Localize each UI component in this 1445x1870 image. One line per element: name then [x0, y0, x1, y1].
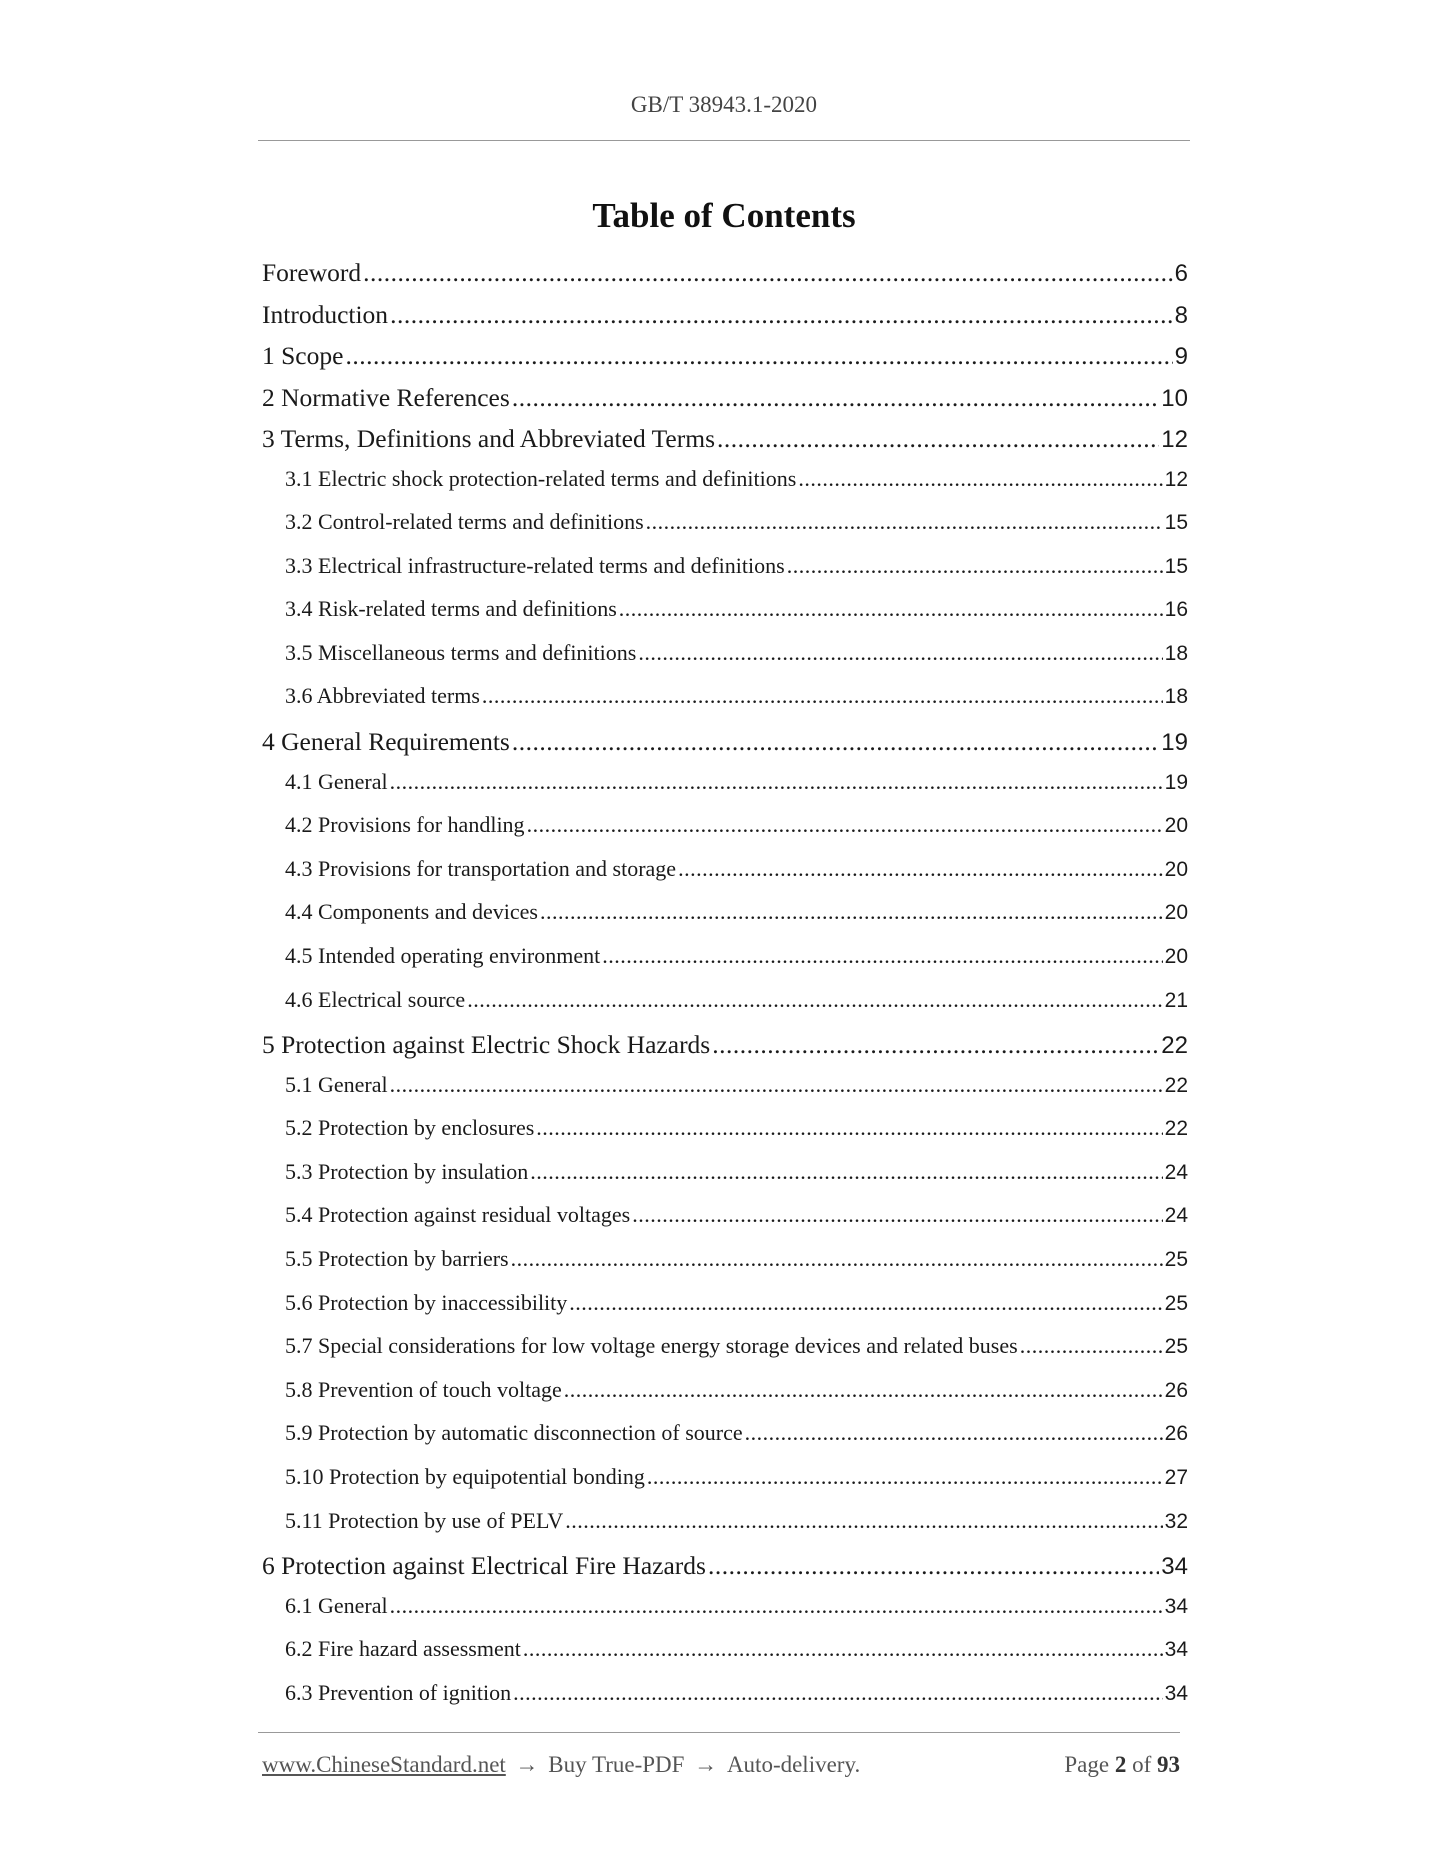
toc-entry[interactable]: [262, 1030, 1188, 1072]
toc-entry-label: Foreword: [262, 258, 362, 287]
dot-leader: [467, 987, 1162, 1013]
toc-entry[interactable]: [262, 300, 1188, 342]
of-word: of: [1132, 1752, 1152, 1777]
toc-entry-label: 4.2 Provisions for handling: [285, 812, 525, 838]
toc-entry-page: 32: [1164, 1509, 1188, 1533]
toc-entry-label: 5.3 Protection by insulation: [285, 1158, 529, 1184]
toc-entry-label: 5.10 Protection by equipotential bonding: [285, 1463, 645, 1489]
toc-entry[interactable]: [262, 1333, 1188, 1377]
toc-entry[interactable]: [262, 769, 1188, 813]
toc-entry-page: 19: [1164, 770, 1188, 794]
toc-entry-page: 25: [1164, 1248, 1188, 1271]
auto-delivery-text: Auto-delivery.: [726, 1752, 861, 1777]
toc-entry-page: 6: [1174, 260, 1188, 287]
buy-pdf-text: Buy True-PDF: [548, 1752, 685, 1777]
toc-entry-page: 20: [1164, 944, 1188, 968]
toc-entry-page: 24: [1164, 1160, 1188, 1184]
dot-leader: [512, 383, 1159, 413]
toc-entry-page: 25: [1164, 1335, 1188, 1359]
toc-entry-label: 5.11 Protection by use of PELV: [285, 1507, 564, 1533]
dot-leader: [390, 769, 1163, 795]
toc-entry-page: 20: [1164, 901, 1188, 925]
dot-leader: [647, 1464, 1163, 1490]
toc-entry-label: 5.5 Protection by barriers: [285, 1246, 509, 1271]
dot-leader: [564, 1377, 1163, 1403]
dot-leader: [787, 553, 1163, 579]
toc-entry[interactable]: [262, 943, 1188, 987]
toc-entry-page: 34: [1164, 1594, 1188, 1618]
total-pages-number: 93: [1157, 1752, 1180, 1777]
toc-entry-page: 10: [1161, 384, 1188, 412]
toc-entry-label: 4.4 Components and devices: [285, 899, 538, 925]
toc-entry-label: 3.2 Control-related terms and definitions: [285, 509, 644, 535]
toc-entry[interactable]: [262, 466, 1188, 510]
page-indicator: [1064, 1752, 1180, 1778]
toc-entry[interactable]: [262, 1464, 1188, 1508]
dot-leader: [390, 1593, 1163, 1619]
arrow-icon: →: [515, 1752, 539, 1777]
toc-entry[interactable]: [262, 596, 1188, 640]
page-word: Page: [1064, 1752, 1110, 1777]
toc-entry[interactable]: [262, 899, 1188, 943]
toc-entry[interactable]: [262, 1202, 1188, 1246]
footer-divider: [258, 1732, 1180, 1733]
toc-entry[interactable]: [262, 1680, 1188, 1724]
toc-entry[interactable]: [262, 812, 1188, 856]
toc-list: [262, 258, 1188, 1723]
dot-leader: [638, 640, 1162, 666]
dot-leader: [1020, 1333, 1163, 1359]
toc-entry[interactable]: [262, 1593, 1188, 1637]
header-divider: [258, 140, 1190, 141]
toc-entry-label: 6 Protection against Electrical Fire Hazards: [262, 1551, 706, 1581]
current-page-number: 2: [1114, 1752, 1127, 1777]
dot-leader: [619, 596, 1163, 622]
toc-entry[interactable]: [262, 1290, 1188, 1334]
toc-entry-page: 15: [1164, 554, 1188, 578]
toc-entry-label: 2 Normative References: [262, 382, 510, 412]
toc-entry-page: 9: [1174, 343, 1188, 370]
toc-entry[interactable]: [262, 1246, 1188, 1290]
toc-entry-page: 24: [1164, 1204, 1188, 1228]
toc-entry[interactable]: [262, 640, 1188, 684]
toc-entry-label: 5.9 Protection by automatic disconnection of source: [285, 1420, 743, 1446]
dot-leader: [345, 341, 1172, 371]
toc-entry-page: 25: [1164, 1291, 1188, 1315]
toc-entry-page: 34: [1164, 1638, 1188, 1662]
toc-entry-page: 27: [1164, 1465, 1188, 1489]
toc-entry-page: 16: [1164, 598, 1188, 622]
toc-entry-label: 5.7 Special considerations for low voltage energy storage devices and related buses: [285, 1333, 1018, 1359]
toc-entry-label: 6.2 Fire hazard assessment: [285, 1636, 521, 1662]
site-link[interactable]: www.ChineseStandard.net: [262, 1752, 506, 1777]
dot-leader: [536, 1115, 1162, 1141]
dot-leader: [363, 258, 1172, 288]
toc-title: Table of Contents: [592, 196, 856, 235]
toc-entry-page: 15: [1164, 511, 1188, 535]
toc-entry[interactable]: [262, 509, 1188, 553]
toc-entry[interactable]: [262, 987, 1188, 1031]
dot-leader: [745, 1420, 1163, 1446]
toc-entry[interactable]: [262, 553, 1188, 597]
toc-entry[interactable]: [262, 1636, 1188, 1680]
toc-entry-page: 18: [1164, 641, 1188, 665]
dot-leader: [512, 727, 1159, 757]
toc-entry-page: 22: [1164, 1117, 1188, 1141]
toc-entry-label: 5.1 General: [285, 1071, 388, 1097]
dot-leader: [632, 1202, 1162, 1228]
toc-entry-page: 12: [1161, 426, 1188, 453]
toc-entry-label: 3.6 Abbreviated terms: [285, 683, 480, 709]
toc-entry-label: 4.6 Electrical source: [285, 986, 466, 1012]
toc-entry[interactable]: [262, 1115, 1188, 1159]
toc-entry[interactable]: [262, 683, 1188, 727]
dot-leader: [565, 1508, 1162, 1534]
page-footer: [262, 1752, 1180, 1778]
toc-entry[interactable]: [262, 856, 1188, 900]
toc-entry-page: 34: [1161, 1553, 1188, 1581]
toc-entry-page: 19: [1161, 729, 1188, 757]
arrow-icon: →: [694, 1752, 718, 1777]
dot-leader: [678, 856, 1163, 882]
dot-leader: [602, 943, 1162, 969]
dot-leader: [523, 1636, 1163, 1662]
toc-entry-label: 5.8 Prevention of touch voltage: [285, 1376, 562, 1402]
dot-leader: [717, 424, 1159, 454]
dot-leader: [646, 509, 1163, 535]
toc-entry-page: 18: [1164, 685, 1188, 709]
toc-entry-label: 3.3 Electrical infrastructure-related terms and definitions: [285, 552, 785, 578]
toc-entry[interactable]: [262, 1420, 1188, 1464]
toc-entry-page: 22: [1161, 1032, 1188, 1060]
toc-entry[interactable]: [262, 1159, 1188, 1203]
toc-entry-page: 8: [1174, 301, 1188, 329]
toc-entry-label: Introduction: [262, 299, 389, 329]
toc-entry-label: 4.3 Provisions for transportation and storage: [285, 855, 677, 881]
toc-entry-label: 4.1 General: [285, 768, 388, 794]
toc-entry-page: 21: [1164, 988, 1188, 1012]
dot-leader: [527, 812, 1163, 838]
document-code-header: GB/T 38943.1-2020: [630, 92, 818, 117]
toc-entry-page: 22: [1164, 1073, 1188, 1097]
toc-entry-label: 5.4 Protection against residual voltages: [285, 1202, 631, 1228]
toc-entry[interactable]: [262, 1072, 1188, 1116]
dot-leader: [569, 1290, 1162, 1316]
toc-entry-label: 5.6 Protection by inaccessibility: [285, 1289, 568, 1315]
toc-entry[interactable]: [262, 341, 1188, 383]
dot-leader: [712, 1030, 1159, 1060]
toc-entry-label: 3.4 Risk-related terms and definitions: [285, 596, 617, 622]
toc-entry-label: 6.3 Prevention of ignition: [285, 1679, 512, 1705]
dot-leader: [540, 899, 1163, 925]
toc-entry-label: 3.1 Electric shock protection-related terms and definitions: [285, 465, 797, 491]
toc-entry-label: 3.5 Miscellaneous terms and definitions: [285, 639, 637, 665]
dot-leader: [511, 1246, 1163, 1272]
toc-entry-page: 20: [1164, 814, 1188, 838]
dot-leader: [513, 1680, 1163, 1706]
toc-entry-label: 4.5 Intended operating environment: [285, 942, 601, 968]
toc-entry-label: 5 Protection against Electric Shock Hazards: [262, 1030, 711, 1060]
dot-leader: [708, 1551, 1159, 1581]
toc-entry-page: 20: [1164, 857, 1188, 881]
dot-leader: [390, 1072, 1163, 1098]
dot-leader: [798, 466, 1162, 492]
toc-entry[interactable]: [262, 1377, 1188, 1421]
toc-entry[interactable]: [262, 727, 1188, 769]
dot-leader: [482, 683, 1163, 709]
toc-entry-page: 12: [1164, 467, 1188, 491]
toc-entry[interactable]: [262, 424, 1188, 466]
toc-entry[interactable]: [262, 258, 1188, 300]
footer-promo: [262, 1752, 860, 1778]
toc-entry[interactable]: [262, 1551, 1188, 1593]
dot-leader: [390, 300, 1173, 330]
toc-entry-label: 6.1 General: [285, 1592, 388, 1618]
toc-entry-label: 4 General Requirements: [262, 727, 510, 757]
toc-entry-page: 26: [1164, 1378, 1188, 1402]
toc-entry-label: 1 Scope: [262, 341, 344, 370]
toc-entry-label: 5.2 Protection by enclosures: [285, 1115, 535, 1141]
dot-leader: [530, 1159, 1162, 1185]
toc-entry-page: 34: [1164, 1681, 1188, 1705]
toc-entry[interactable]: [262, 383, 1188, 425]
toc-entry-label: 3 Terms, Definitions and Abbreviated Terms: [262, 424, 715, 453]
toc-entry-page: 26: [1164, 1422, 1188, 1446]
toc-entry[interactable]: [262, 1508, 1188, 1552]
